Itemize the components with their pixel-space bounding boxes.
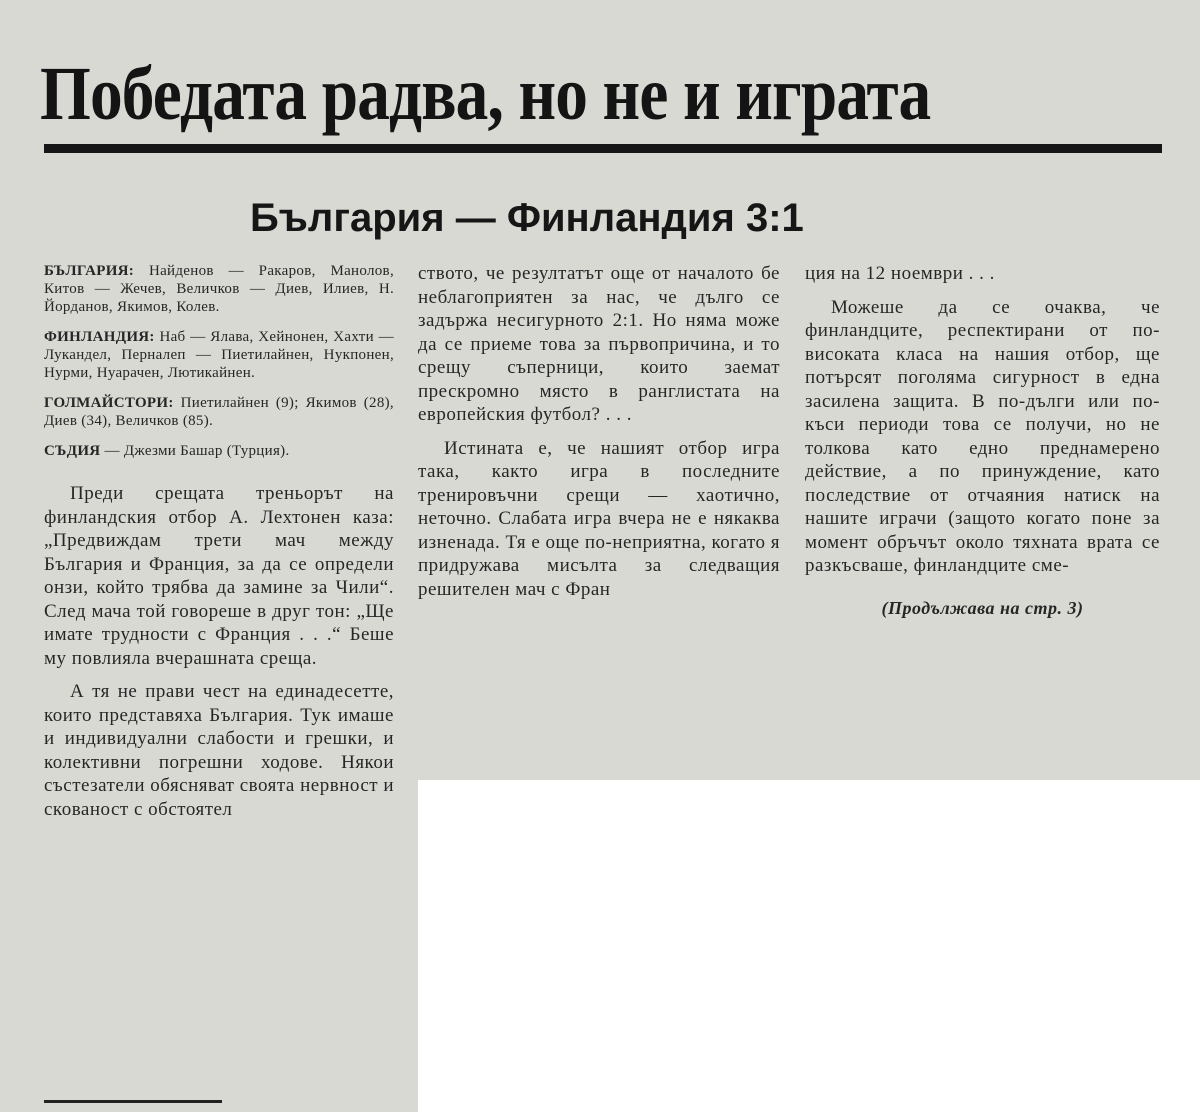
lineup-text: — Джезми Башар (Турция).	[104, 443, 290, 459]
paragraph: Можеше да се очаква, че финландците, респектирани от по-високата класа на нашия отбор, ще потърсят поголяма сигурност в една засилена защита. В по-дълги или по-къси периоди това се получи, но не толкова като едно преднамерено действие, а по принуждение, като последствие от отчаяния натиск на нашите играчи (защото когато поне за момент обръчът около тяхната врата се разкъсваше, финландците сме-	[805, 296, 1160, 576]
paragraph: Истината е, че нашият отбор игра така, както игра в последните тренировъчни срещи — хаотично, неточно. Слабата игра вчера не е някаква изненада. Тя е още по-неприятна, когато я придружава мисълта за следващия решителен мач с Фран	[418, 437, 780, 600]
article-body	[805, 262, 1160, 578]
lineup-text: Найденов — Ракаров, Манолов, Китов — Жечев, Величков — Диев, Илиев, Н. Йорданов, Якимов, Колев.	[44, 263, 394, 315]
continued-note: (Продължава на стр. 3)	[881, 597, 1084, 618]
lineup-bulgaria	[44, 262, 394, 316]
end-rule	[44, 1100, 222, 1103]
goalscorers	[44, 394, 394, 430]
match-info	[44, 262, 394, 460]
lineup-label: БЪЛГАРИЯ:	[44, 263, 135, 279]
lineup-finland	[44, 328, 394, 382]
lineup-text: Наб — Ялава, Хейнонен, Хахти — Лукандел, Перналеп — Пиетилайнен, Нукпонен, Нурми, Нуарачен, Лютикайнен.	[44, 329, 394, 381]
column-2	[418, 262, 780, 611]
paragraph: ството, че резултатът още от началото бе неблагоприятен за нас, че дълго се задържа несигурното 2:1. Но няма може да се приеме това за първопричина, и то срещу съперници, които заемат прескромно място в ранглистата на европейския футбол? . . .	[418, 263, 780, 425]
blank-area	[418, 780, 1200, 1112]
paragraph: А тя не прави чест на единадесетте, които представяха България. Тук имаше и индивидуални слабости и грешки, и колективни погрешни ходове. Някои състезатели обясняват своята нервност и скованост с обстоятел	[44, 681, 394, 820]
column-3	[805, 262, 1160, 619]
paragraph: ция на 12 ноември . . .	[805, 263, 995, 284]
lineup-label: ФИНЛАНДИЯ:	[44, 329, 155, 345]
headline-rule	[44, 144, 1162, 153]
lineup-text: Пиетилайнен (9); Якимов (28), Диев (34), Величков (85).	[44, 395, 394, 429]
column-1	[44, 262, 394, 831]
headline: Победата радва, но не и играта	[40, 52, 931, 136]
subheadline: България — Финландия 3:1	[250, 196, 804, 240]
lineup-label: СЪДИЯ	[44, 443, 101, 459]
paragraph: Преди срещата треньорът на финландския отбор А. Лехтонен каза: „Предвиждам трети мач между България и Франция, за да се определи онзи, който трябва да замине за Чили“. След мача той говореше в друг тон: „Ще имате трудности с Франция . . .“ Беше му повлияла вчерашната среща.	[44, 483, 394, 669]
article-body	[44, 482, 394, 821]
lineup-label: ГОЛМАЙСТОРИ:	[44, 395, 174, 411]
referee	[44, 442, 394, 460]
